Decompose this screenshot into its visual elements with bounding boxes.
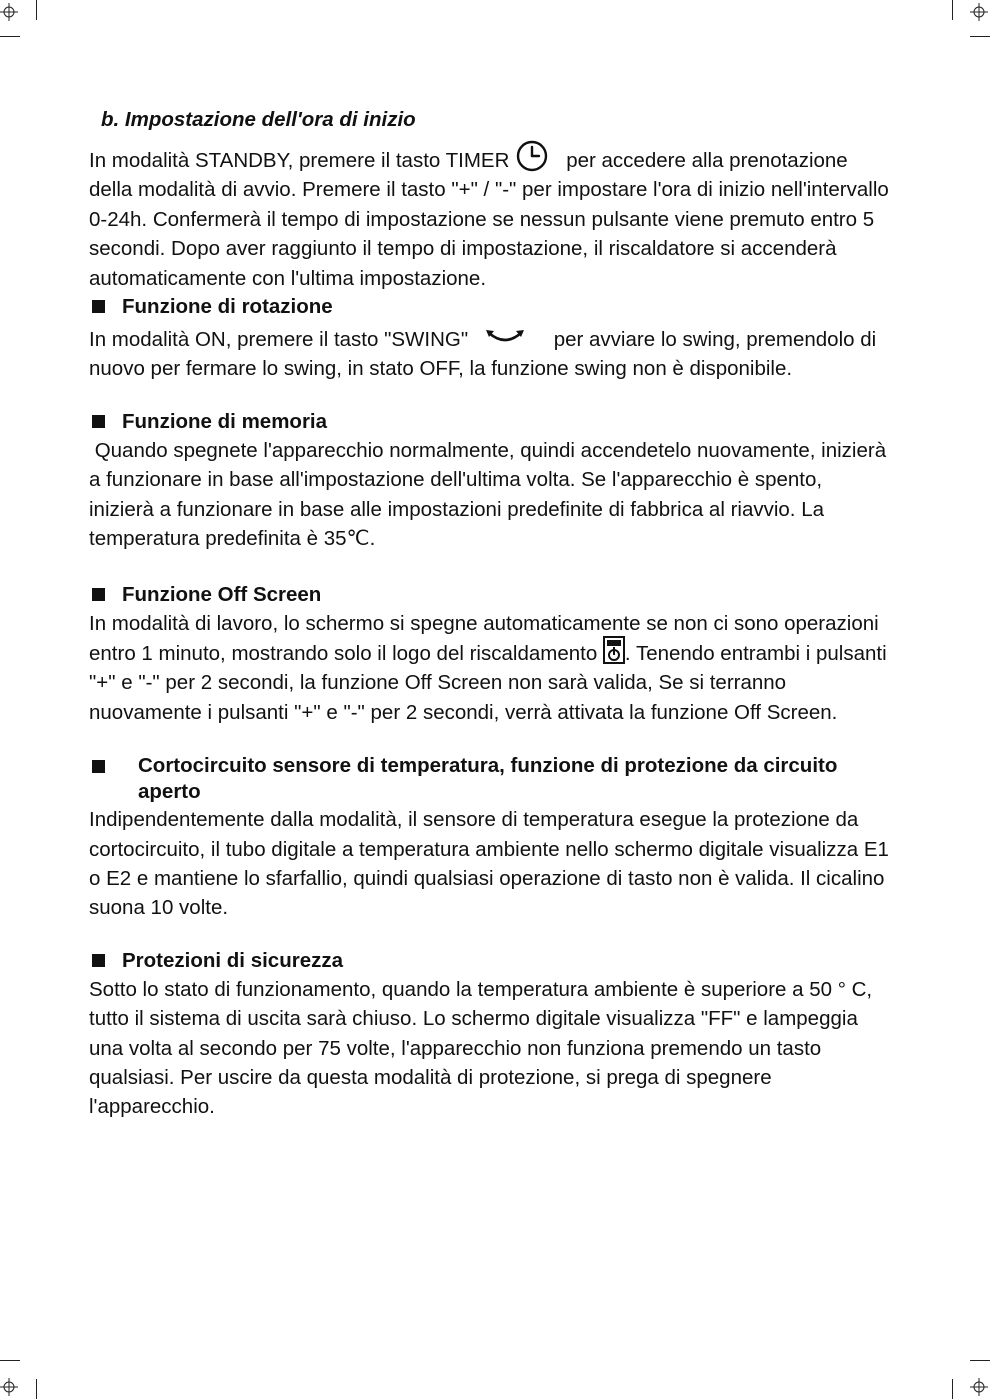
crop-mark [36,0,37,20]
offscreen-text-before: In modalità di lavoro, lo schermo si spegne automaticamente se non ci sono operazioni entro 1 minuto, mostrando solo il logo del riscaldamento [89,612,879,665]
timer-text-before: In modalità STANDBY, premere il tasto TIMER [89,149,510,172]
timer-section-text [89,146,889,293]
bullet-square-icon [92,954,105,967]
offscreen-section-heading [89,581,889,609]
crop-mark [970,36,990,37]
crop-mark [0,1360,20,1361]
bullet-square-icon [92,300,105,313]
safety-section-title: Protezioni di sicurezza [122,948,343,972]
registration-mark-icon [970,3,988,21]
safety-section-heading [89,947,889,975]
bullet-square-icon [92,415,105,428]
bullet-square-icon [92,760,105,773]
shortcircuit-section-title: Cortocircuito sensore di temperatura, funzione di protezione da circuito aperto [138,754,838,804]
safety-section [89,947,889,1122]
offscreen-text-after: . Tenendo entrambi i pulsanti "+" e "-" per 2 secondi, la funzione Off Screen non sarà valida, Se si terranno nuovamente i pulsanti "+" e "-" per 2 secondi, verrà attivata la funzione Off Screen. [89,641,887,724]
rotation-text-after: per avviare lo swing, premendolo di nuovo per fermare lo swing, in stato OFF, la funzione swing non è disponibile. [89,328,877,381]
clock-icon [515,140,549,172]
memory-section-title: Funzione di memoria [122,409,328,433]
crop-mark [952,1379,953,1399]
heater-logo-icon [603,636,625,664]
timer-section [89,106,889,293]
memory-section-text: Quando spegnete l'apparecchio normalmente, quindi accendetelo nuovamente, inizierà a funzionare in base all'impostazione dell'ultima volta. Se l'apparecchio è spento, inizierà a funzionare in base alle impostazioni predefinite di fabbrica al riavvio. La temperatura predefinita è 35℃. [89,438,892,551]
memory-section [89,408,892,554]
registration-mark-icon [970,1378,988,1396]
crop-mark [36,1379,37,1399]
bullet-square-icon [92,588,105,601]
offscreen-section [89,581,889,727]
registration-mark-icon [0,3,18,21]
offscreen-section-title: Funzione Off Screen [122,583,322,607]
swing-arrow-icon [485,327,525,345]
registration-mark-icon [0,1378,18,1396]
shortcircuit-section [89,753,889,923]
crop-mark [970,1360,990,1361]
timer-text-after: per accedere alla prenotazione della modalità di avvio. Premere il tasto "+" / "-" per impostare l'ora di inizio nell'intervallo 0-24h. Confermerà il tempo di impostazione se nessun pulsante viene premuto entro 5 secondi. Dopo aver raggiunto il tempo di impostazione, il riscaldatore si accenderà automaticamente con l'ultima impostazione. [89,149,889,290]
rotation-section-text [89,325,889,384]
memory-section-heading [89,408,889,436]
rotation-section [89,293,889,384]
offscreen-section-text [89,609,889,727]
rotation-section-title: Funzione di rotazione [122,295,333,319]
timer-section-title: b. Impostazione dell'ora di inizio [101,108,416,131]
safety-section-text: Sotto lo stato di funzionamento, quando la temperatura ambiente è superiore a 50 ° C, tutto il sistema di uscita sarà chiuso. Lo schermo digitale visualizza "FF" e lampeggia una volta al secondo per 75 volte, l'apparecchio non funziona premendo un tasto qualsiasi. Per uscire da questa modalità di protezione, si prega di spegnere l'apparecchio. [89,977,873,1119]
shortcircuit-section-text: Indipendentemente dalla modalità, il sensore di temperatura esegue la protezione da cortocircuito, il tubo digitale a temperatura ambiente nello schermo digitale visualizza E1 o E2 e mantiene lo sfarfallio, quindi qualsiasi operazione di tasto non è valida. Il cicalino suona 10 volte. [89,808,889,920]
rotation-text-before: In modalità ON, premere il tasto "SWING" [89,328,469,352]
rotation-section-heading [89,293,889,321]
crop-mark [0,36,20,37]
content [89,106,892,1122]
crop-mark [952,0,953,20]
shortcircuit-section-heading [89,753,889,805]
